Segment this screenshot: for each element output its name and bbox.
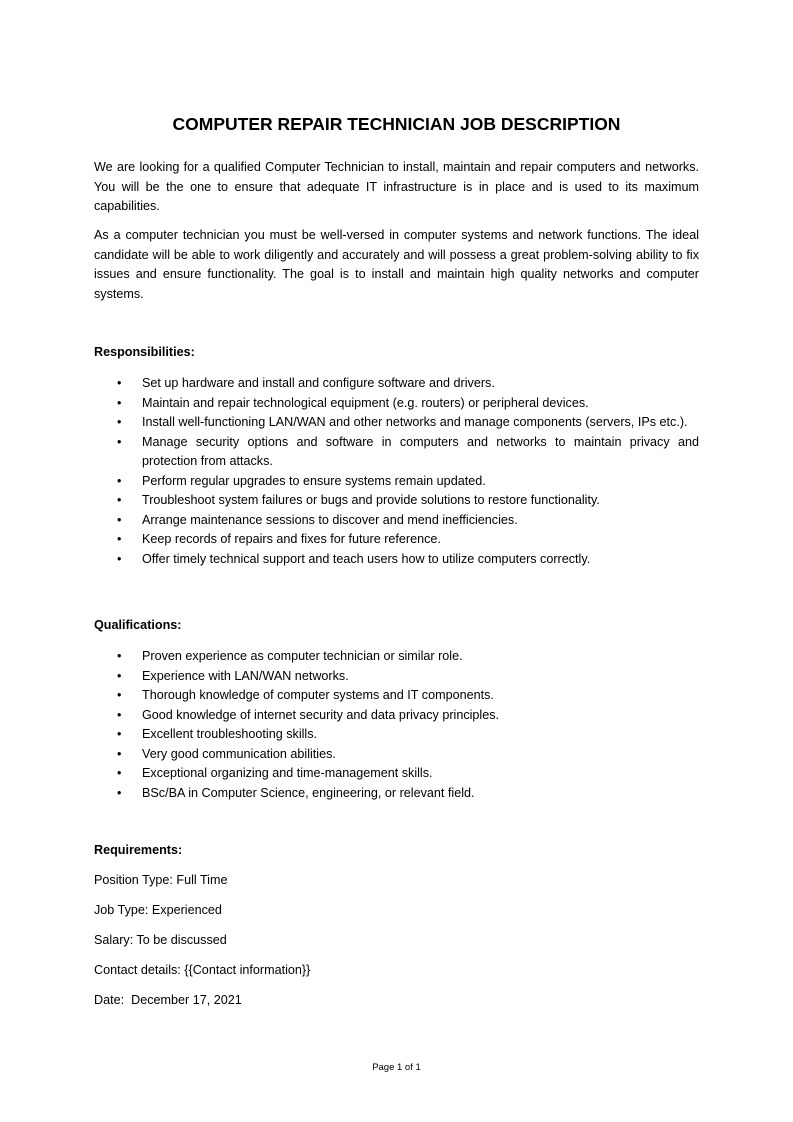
list-item bbox=[94, 686, 699, 706]
qualifications-list bbox=[94, 647, 699, 803]
list-item-text: Perform regular upgrades to ensure systems remain updated. bbox=[142, 473, 486, 488]
bullet-icon: • bbox=[117, 766, 122, 780]
candidate-paragraph: As a computer technician you must be well-versed in computer systems and network functions. The ideal candidate will be able to work diligently and accurately and will possess a great problem-solving ability to fix issues and ensure functionality. The goal is to install and maintain high quality networks and computer systems. bbox=[94, 228, 699, 301]
list-item bbox=[94, 725, 699, 745]
date-line: Date: December 17, 2021 bbox=[94, 993, 242, 1007]
list-item-text: Maintain and repair technological equipment (e.g. routers) or peripheral devices. bbox=[142, 395, 589, 410]
list-item bbox=[94, 394, 699, 414]
list-item-text: Excellent troubleshooting skills. bbox=[142, 727, 318, 741]
document-title: COMPUTER REPAIR TECHNICIAN JOB DESCRIPTION bbox=[172, 114, 621, 134]
list-item-text: Offer timely technical support and teach users how to utilize computers correctly. bbox=[142, 551, 591, 566]
bullet-icon: • bbox=[117, 649, 122, 663]
list-item bbox=[94, 433, 699, 472]
list-item bbox=[94, 764, 699, 784]
list-item-text: BSc/BA in Computer Science, engineering, or relevant field. bbox=[142, 785, 475, 800]
bullet-icon: • bbox=[117, 688, 122, 702]
list-item-text: Exceptional organizing and time-management skills. bbox=[142, 766, 433, 780]
list-item-text: Keep records of repairs and fixes for future reference. bbox=[142, 532, 441, 546]
list-item bbox=[94, 667, 699, 687]
list-item-text: Manage security options and software in computers and networks to maintain privacy and protection from attacks. bbox=[142, 434, 699, 468]
list-item-text: Install well-functioning LAN/WAN and other networks and manage components (servers, IPs etc.). bbox=[142, 415, 688, 429]
list-item bbox=[94, 745, 699, 765]
bullet-icon: • bbox=[117, 707, 122, 722]
list-item bbox=[94, 647, 699, 667]
page-number-footer: Page 1 of 1 bbox=[372, 1062, 421, 1073]
list-item-text: Set up hardware and install and configure software and drivers. bbox=[142, 376, 495, 390]
bullet-icon: • bbox=[117, 551, 122, 566]
bullet-icon: • bbox=[117, 434, 122, 449]
bullet-icon: • bbox=[117, 415, 122, 429]
responsibilities-heading: Responsibilities: bbox=[94, 345, 195, 359]
list-item-text: Troubleshoot system failures or bugs and provide solutions to restore functionality. bbox=[142, 493, 600, 507]
requirements-heading: Requirements: bbox=[94, 843, 183, 857]
list-item bbox=[94, 706, 699, 726]
bullet-icon: • bbox=[117, 746, 122, 761]
list-item bbox=[94, 511, 699, 531]
list-item bbox=[94, 491, 699, 511]
list-item bbox=[94, 784, 699, 804]
salary-line: Salary: To be discussed bbox=[94, 933, 227, 947]
list-item bbox=[94, 374, 699, 394]
bullet-icon: • bbox=[117, 493, 122, 507]
contact-details-line: Contact details: {{Contact information}} bbox=[94, 963, 311, 977]
position-type-line: Position Type: Full Time bbox=[94, 873, 228, 887]
job-type-line: Job Type: Experienced bbox=[94, 903, 222, 917]
qualifications-heading: Qualifications: bbox=[94, 618, 182, 632]
list-item bbox=[94, 550, 699, 570]
list-item-text: Arrange maintenance sessions to discover and mend inefficiencies. bbox=[142, 512, 518, 527]
responsibilities-list bbox=[94, 374, 699, 569]
bullet-icon: • bbox=[117, 395, 122, 410]
bullet-icon: • bbox=[117, 512, 122, 527]
bullet-icon: • bbox=[117, 668, 122, 683]
list-item bbox=[94, 413, 699, 433]
list-item bbox=[94, 530, 699, 550]
list-item-text: Thorough knowledge of computer systems and IT components. bbox=[142, 688, 494, 702]
list-item-text: Experience with LAN/WAN networks. bbox=[142, 668, 349, 683]
bullet-icon: • bbox=[117, 785, 122, 800]
list-item bbox=[94, 472, 699, 492]
bullet-icon: • bbox=[117, 532, 122, 546]
bullet-icon: • bbox=[117, 727, 122, 741]
list-item-text: Proven experience as computer technician or similar role. bbox=[142, 649, 463, 663]
list-item-text: Very good communication abilities. bbox=[142, 746, 336, 761]
intro-paragraph: We are looking for a qualified Computer Technician to install, maintain and repair computers and networks. You will be the one to ensure that adequate IT infrastructure is in place and is used to its maximum capabilities. bbox=[94, 160, 699, 214]
bullet-icon: • bbox=[117, 473, 122, 488]
list-item-text: Good knowledge of internet security and data privacy principles. bbox=[142, 707, 500, 722]
bullet-icon: • bbox=[117, 376, 122, 390]
